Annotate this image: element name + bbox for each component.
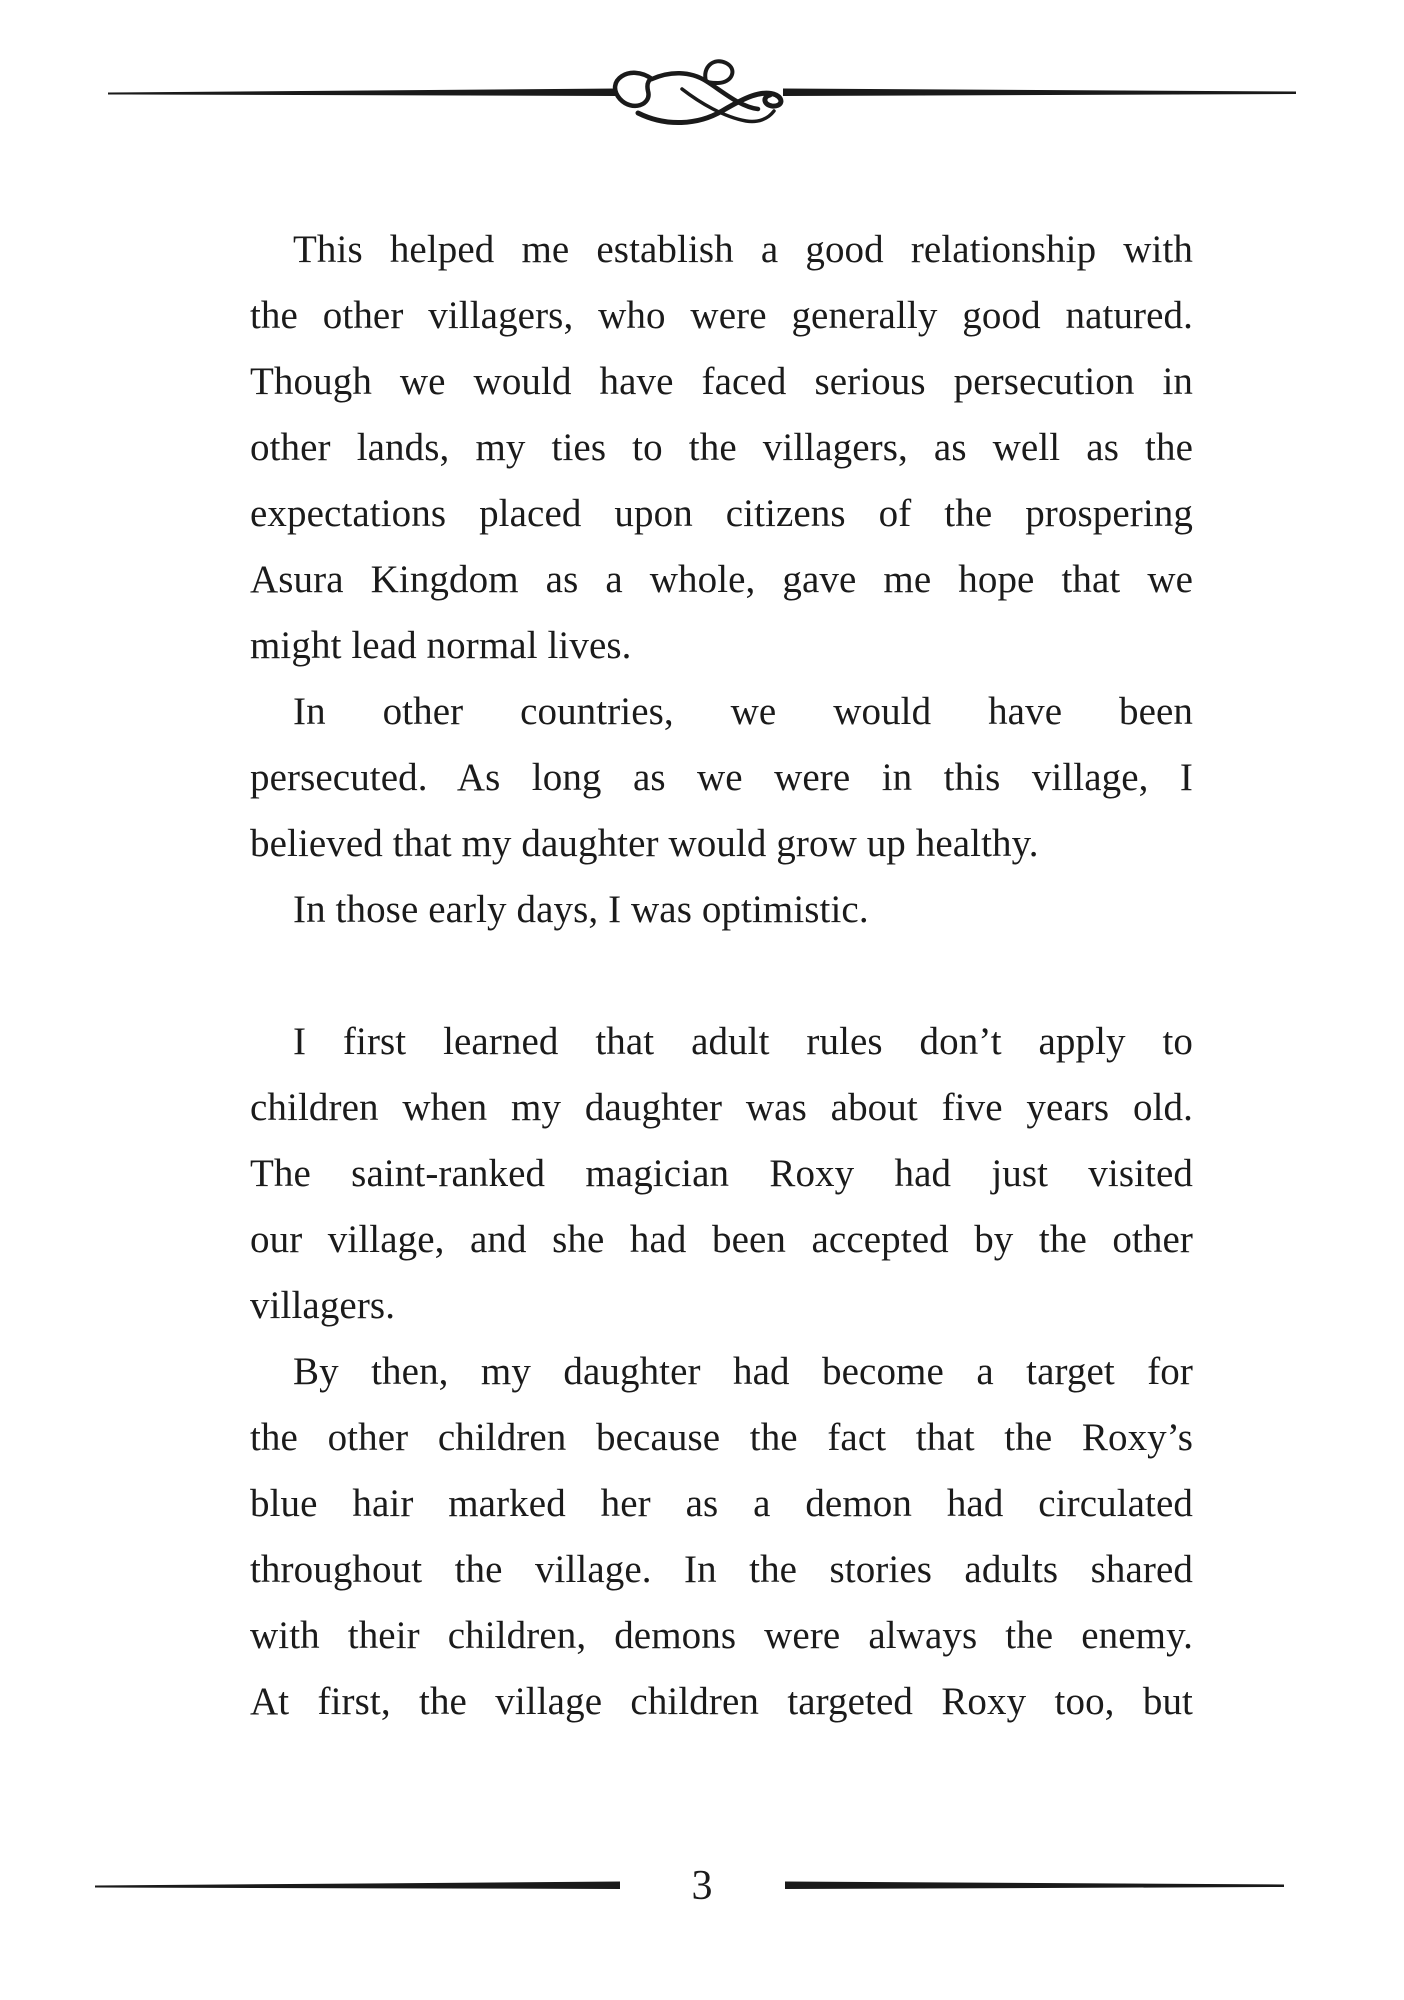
text-line: expectations placed upon citizens of the prospering [250, 492, 1193, 535]
text-line: blue hair marked her as a demon had circulated [250, 1482, 1193, 1525]
text-line: believed that my daughter would grow up healthy. [250, 822, 1039, 865]
text-line: At first, the village children targeted Roxy too, but [250, 1680, 1193, 1723]
text-line: In other countries, we would have been [293, 690, 1193, 733]
text-line: our village, and she had been accepted by the other [250, 1218, 1193, 1261]
text-line: Asura Kingdom as a whole, gave me hope that we [250, 558, 1193, 601]
text-line: By then, my daughter had become a target for [293, 1350, 1193, 1393]
text-line: other lands, my ties to the villagers, as well as the [250, 426, 1193, 469]
header-divider [0, 50, 1404, 150]
text-line: I first learned that adult rules don’t apply to [293, 1020, 1193, 1063]
text-line: The saint-ranked magician Roxy had just visited [250, 1152, 1193, 1195]
text-line: children when my daughter was about five years old. [250, 1086, 1193, 1129]
text-line: with their children, demons were always the enemy. [250, 1614, 1193, 1657]
header-rule-left [108, 89, 617, 97]
text-line: might lead normal lives. [250, 624, 632, 667]
text-line: persecuted. As long as we were in this village, I [250, 756, 1193, 799]
text-line: villagers. [250, 1284, 396, 1327]
text-line: Though we would have faced serious persecution in [250, 360, 1193, 403]
page-number: 3 [691, 1863, 713, 1909]
text-line: the other villagers, who were generally good natured. [250, 294, 1193, 337]
header-rule-right [783, 89, 1296, 97]
text-line: throughout the village. In the stories adults shared [250, 1548, 1193, 1591]
text-line: This helped me establish a good relationship with [293, 228, 1193, 271]
text-line: the other children because the fact that the Roxy’s [250, 1416, 1193, 1459]
flourish-divider-icon [615, 61, 781, 122]
text-block [250, 217, 1193, 1735]
text-line: In those early days, I was optimistic. [293, 888, 869, 931]
